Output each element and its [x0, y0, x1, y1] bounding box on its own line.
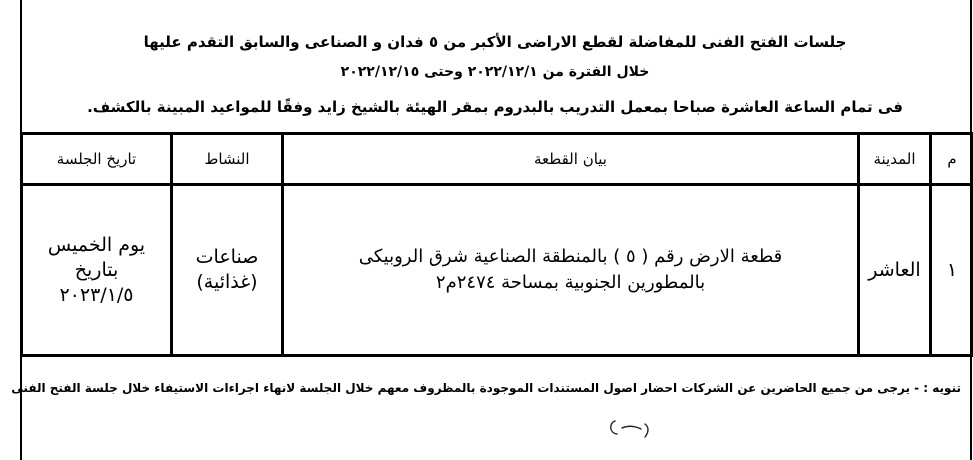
table-row [22, 185, 973, 356]
header-period: خلال الفترة من ٢٠٢٢/١٢/١ وحتى ٢٠٢٢/١٢/١٥ [340, 64, 650, 80]
row-date-line2: بتاريخ [74, 258, 119, 281]
row-plot-line2: بالمطورين الجنوبية بمساحة ٢٤٧٤م٢ [435, 272, 706, 293]
row-session-date [22, 185, 172, 356]
signature-icon [605, 413, 665, 443]
row-plot-line1: قطعة الارض رقم ( ٥ ) بالمنطقة الصناعية شرق الروبيكى [358, 246, 783, 267]
header-num: م [931, 134, 973, 185]
header-session-date: تاريخ الجلسة [22, 134, 172, 185]
footnote: تنويه : - يرجى من جميع الحاضرين عن الشركات احضار اصول المستندات الموجودة بالمظروف معهم خلال الجلسة لانهاء اجراءات الاستيفاء خلال جلسة الفتح الفنى [11, 381, 961, 395]
header-city: المدينة [859, 134, 931, 185]
row-date-line3: ٢٠٢٣/١/٥ [59, 283, 134, 306]
header-title: جلسات الفتح الفنى للمفاضلة لقطع الاراضى الأكبر من ٥ فدان و الصناعى والسابق التقدم عليها [143, 33, 847, 51]
row-activity-line1: صناعات [195, 246, 259, 268]
row-num: ١ [931, 185, 973, 356]
header-location: فى تمام الساعة العاشرة صباحا بمعمل التدريب بالبدروم بمقر الهيئة بالشيخ زايد وفقًا للمواعيد المبينة بالكشف. [87, 98, 903, 116]
header-activity: النشاط [172, 134, 283, 185]
sessions-table [20, 132, 973, 357]
row-plot [283, 185, 859, 356]
row-activity [172, 185, 283, 356]
table-header-row [22, 134, 973, 185]
row-city: العاشر [859, 185, 931, 356]
header-plot: بيان القطعة [283, 134, 859, 185]
row-activity-line2: (غذائية) [196, 271, 258, 293]
row-date-line1: يوم الخميس [47, 233, 146, 256]
